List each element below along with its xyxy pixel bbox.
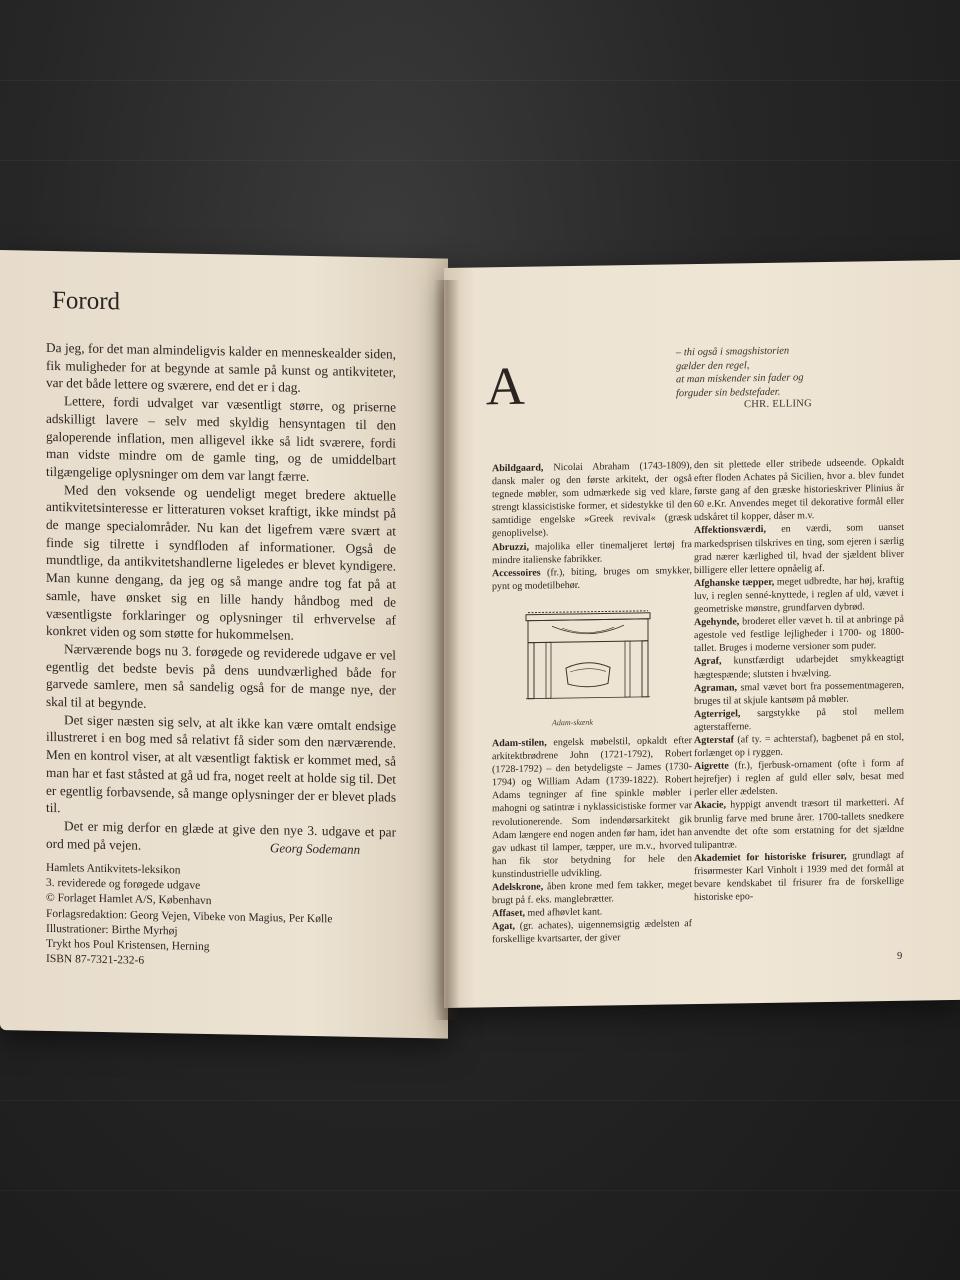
entries-column-right: [694, 456, 904, 904]
entry: Agat, (gr. achates), uigennemsigtig ædelsten af forskellige kvartsarter, der giver: [492, 918, 692, 946]
foreword-text: [46, 339, 396, 859]
signature: Georg Sodemann: [270, 840, 361, 857]
epigraph-line: – thi også i smagshistorien: [676, 345, 790, 359]
entry: Adam-stilen, engelsk møbelstil, opkaldt efter arkitektbrødrene John (1721-1792), Robert (1728-1792) – den betydeligste – James (1730-1794) og William Adam (1739-1822). Robert Adams tegninger af fine spinkle møbler i mahogni og satintræ i nyklassicistiske former var revolutionerende. Som indendørsarkitekt gik Adam længere end nogen anden før ham, idet han gav udkast til lamper, tæpper, ure m.v., hvorved han fik stor betydning for hele den kunstindustrielle udvikling.: [492, 735, 692, 881]
entry: Agterstaf (af ty. = achterstaf), bagbenet på en stol, forlænget op i ryggen.: [694, 731, 904, 760]
colophon-line: 3. reviderede og forøgede udgave: [46, 877, 201, 893]
entry: Agraman, smal vævet bort fra possementmageren, bruges til at skjule kantsøm på møbler.: [694, 679, 904, 707]
epigraph-author: CHR. ELLING: [744, 398, 813, 411]
paragraph: Med den voksende og uendeligt meget bredere aktuelle antikvitetsinteresse er litteraturen vokset kraftigt, ikke mindst på de mange specialområder. Nu kan det ligefrem være svært at finde sig tilrette i syndfloden af informationer. Også de mundtlige, da antikvitetshandlerne ligeledes er blevet kyndigere. Man kunne dengang, da jeg og så mange andre tog fat på at samle, have ønsket sig en lille handy håndbog med de væsentligste forklaringer og oplysninger til erhvervelse af konkret viden og som støtte for hukommelsen.: [46, 481, 396, 643]
colophon-line: ISBN 87-7321-232-6: [46, 953, 145, 967]
epigraph-line: at man miskender sin fader og: [676, 372, 804, 386]
epigraph-line: gælder den regel,: [676, 359, 750, 372]
paragraph: Det siger næsten sig selv, at alt ikke kan være omtalt endsige illustreret i en bog med så relativt få sider som den nærværende. Men en kontrol viser, at alt væsentligt faktisk er kommet med, så man har et fast ståsted at gå ud fra, noget reelt at holde sig til. Det er egentlig forbavsende, så mange oplysninger der er blevet plads til.: [46, 711, 396, 816]
right-page: [444, 260, 960, 1008]
paragraph: Det er mig derfor en glæde at give den nye 3. udgave et par ord med på vejen.: [46, 818, 396, 853]
illustration-caption: Adam-skænk: [552, 717, 593, 728]
colophon-line: Forlagsredaktion: Georg Vejen, Vibeke von Magius, Per Kølle: [46, 907, 333, 925]
entry: den sit plettede eller stribede udseende. Opkaldt efter floden Achates på Sicilien, hvor a. blev fundet første gang af den græske historieskriver Plinius år 60 e.Kr. Anvendes meget til dekorative formål eller udskåret til kopper, dåser m.v.: [694, 456, 904, 524]
entry: Affaset, med afhøvlet kant.: [492, 906, 603, 920]
entry: Affektionsværdi, en værdi, som uanset markedsprisen tilskrives en ting, som ejeren i særlig grad nærer kærlighed til, hvad der sjældent bliver billigere eller lettere opnåelig af.: [694, 522, 904, 576]
book-gutter: [434, 280, 460, 1020]
left-page: [0, 250, 448, 1039]
entry: Accessoires (fr.), biting, bruges om smykker, pynt og modetilbehør.: [492, 564, 692, 593]
entry: Akademiet for historiske frisurer, grundlagt af frisørmester Karl Vinholt i 1939 med det formål at bevare kendskabet til frisurer fra de forskellige historiske epo-: [694, 849, 905, 904]
entry: Abildgaard, Nicolai Abraham (1743-1809), dansk maler og den første arkitekt, der også tegnede møbler, som udmærkede sig ved klare, strengt klassicistiske former, et sidestykke til den samtidige engelske »Greek revival« (græsk genoplivelse).: [492, 460, 692, 540]
section-letter: A: [486, 355, 525, 417]
paragraph: Da jeg, for det man almindeligvis kalder en menneskealder siden, fik muligheder for at begynde at samle på kunst og antikviteter, var det både lettere og sværere, end det er i dag.: [46, 339, 396, 396]
entry: Aigrette (fr.), fjerbusk-ornament (ofte i form af hejrefjer) i reglen af guld eller sølv, besat med perler eller ædelsten.: [694, 757, 904, 799]
entry: Akacie, hyppigt anvendt træsort til marketteri. Af brunlig farve med brune årer. 1700-tallets snedkere anvendte det ofte som erstatning for det sjældne tulipantræ.: [694, 797, 904, 851]
entries-column-left-top: [492, 459, 692, 593]
entry: Abruzzi, majolika eller tinemaljeret lertøj fra mindre italienske fabrikker.: [492, 538, 692, 566]
entry: Adelskrone, åben krone med fem takker, meget brugt på f. eks. manglebrætter.: [492, 879, 692, 907]
epigraph-line: forguder sin bedstefader.: [676, 386, 781, 399]
open-book: [0, 250, 960, 1040]
epigraph: [676, 344, 856, 401]
colophon-line: Hamlets Antikvitets-leksikon: [46, 861, 181, 877]
paragraph: Nærværende bogs nu 3. forøgede og reviderede udgave er vel egentlig det bedste bevis på dens uundværlighed både for garvede samlere, men så sandelig også for de mange nye, der skal til at begynde.: [46, 641, 396, 711]
sideboard-illustration: [522, 605, 654, 707]
entry: Agehynde, broderet eller vævet h. til at anbringe på agestole ved festlige lejligheder i 1700- og 1800-tallet. Bruges i moderne versioner som puder.: [694, 613, 904, 655]
page-number: 9: [897, 950, 903, 962]
entry: Agterrigel, sargstykke på stol mellem agterstafferne.: [694, 705, 904, 733]
colophon-line: © Forlaget Hamlet A/S, København: [46, 892, 212, 908]
entry: Agraf, kunstfærdigt udarbejdet smykkeagtigt hægtespænde; slutsten i hvælving.: [694, 653, 904, 681]
page-title: Forord: [52, 286, 121, 316]
colophon-line: Illustrationer: Birthe Myrhøj: [46, 922, 178, 938]
colophon: [46, 861, 406, 974]
entries-column-left-bottom: [492, 734, 692, 947]
colophon-line: Trykt hos Poul Kristensen, Herning: [46, 937, 210, 954]
entry: Afghanske tæpper, meget udbredte, har høj, kraftig luv, i reglen senné-knyttede, i reglen af uld, vævet i geometriske mønstre, grundfarven dybrød.: [694, 574, 904, 616]
paragraph: Lettere, fordi udvalget var væsentligt større, og priserne adskilligt lavere – selv med skyldig hensyntagen til den galoperende inflation, men alligevel ikke så lidt sværere, fordi man vidste mindre om de gamle ting, og de umiddelbart tilgængelige oplysninger om dem var langt færre.: [46, 393, 396, 484]
